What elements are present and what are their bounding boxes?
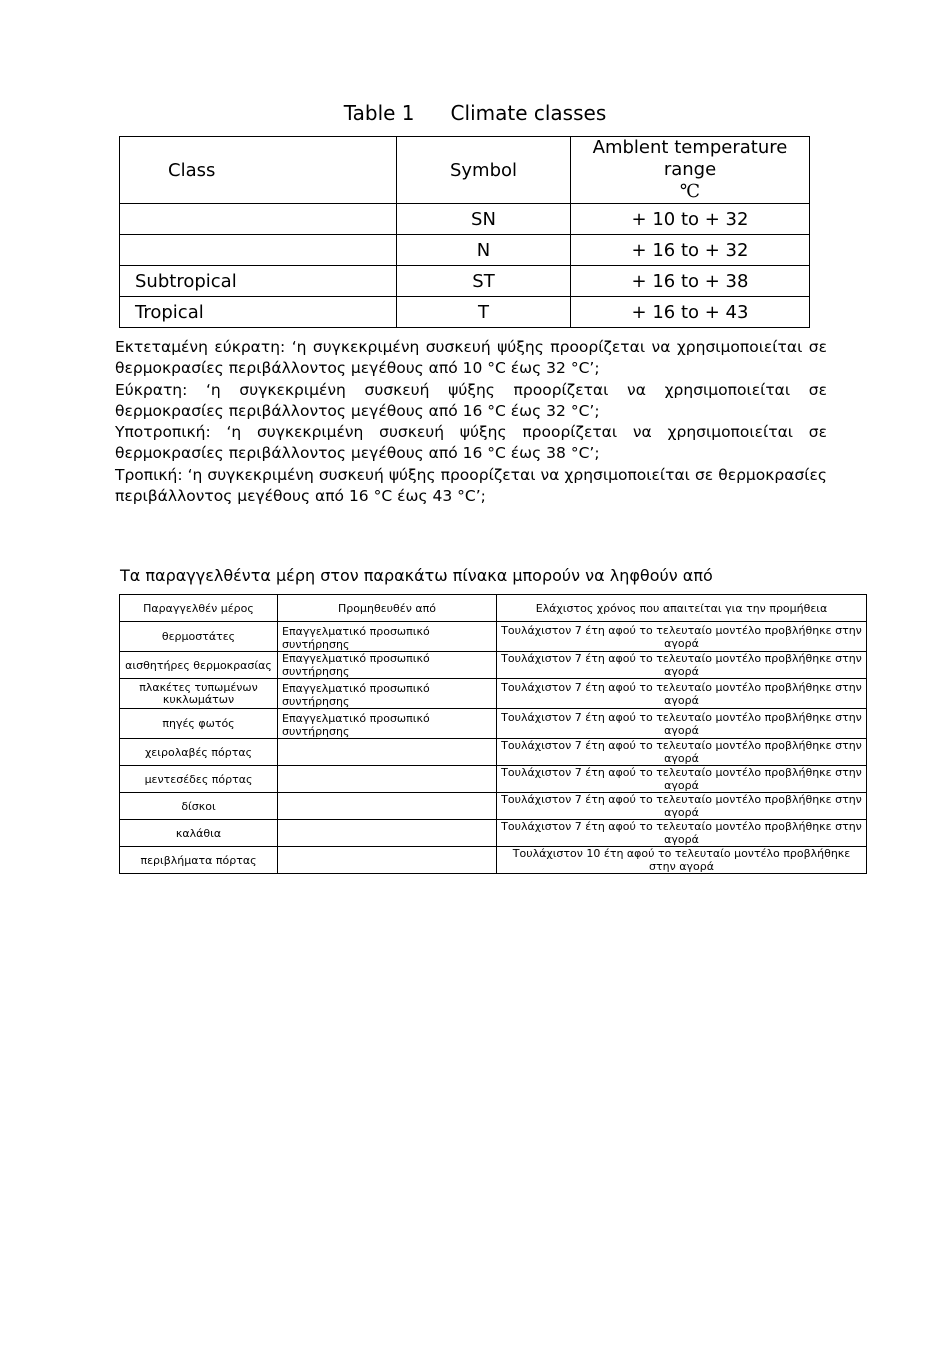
- header-time: Ελάχιστος χρόνος που απαιτείται για την προμήθεια: [497, 595, 867, 622]
- cell-range: + 10 to + 32: [571, 204, 810, 235]
- cell-supplier: [278, 793, 497, 820]
- cell-supplier: [278, 847, 497, 874]
- cell-symbol: SN: [397, 204, 571, 235]
- paragraph: Εκτεταμένη εύκρατη: ‘η συγκεκριμένη συσκευή ψύξης προορίζεται να χρησιμοποιείται σε θερμοκρασίες περιβάλλοντος μεγέθους από 10 °C έως 32 °C’;: [115, 338, 827, 378]
- cell-range: + 16 to + 38: [571, 266, 810, 297]
- cell-supplier: Επαγγελματικό προσωπικό συντήρησης: [278, 679, 497, 709]
- table-row: [120, 793, 867, 820]
- cell-supplier: [278, 739, 497, 766]
- cell-time: Τουλάχιστον 10 έτη αφού το τελευταίο μοντέλο προβλήθηκε στην αγορά: [497, 847, 867, 874]
- table-header-row: [120, 137, 810, 204]
- cell-time: Τουλάχιστον 7 έτη αφού το τελευταίο μοντέλο προβλήθηκε στην αγορά: [497, 622, 867, 652]
- table-row: [120, 709, 867, 739]
- table-row: [120, 820, 867, 847]
- cell-part: αισθητήρες θερμοκρασίας: [120, 652, 278, 679]
- parts-table-title: Τα παραγγελθέντα μέρη στον παρακάτω πίνακα μπορούν να ληφθούν από: [120, 566, 713, 585]
- table-row: [120, 847, 867, 874]
- cell-supplier: [278, 766, 497, 793]
- header-range-unit: ℃: [679, 181, 701, 202]
- cell-symbol: T: [397, 297, 571, 328]
- paragraph: Τροπική: ‘η συγκεκριμένη συσκευή ψύξης προορίζεται να χρησιμοποιείται σε θερμοκρασίες περιβάλλοντος μεγέθους από 16 °C έως 43 °C’;: [115, 465, 827, 506]
- table1-caption-number: Table 1: [343, 101, 415, 125]
- cell-part: μεντεσέδες πόρτας: [120, 766, 278, 793]
- cell-supplier: Επαγγελματικό προσωπικό συντήρησης: [278, 652, 497, 679]
- paragraph: Υποτροπική: ‘η συγκεκριμένη συσκευή ψύξης προορίζεται να χρησιμοποιείται σε θερμοκρασίες περιβάλλοντος μεγέθους από 16 °C έως 38 °C’;: [115, 423, 827, 463]
- table-row: [120, 652, 867, 679]
- cell-part: θερμοστάτες: [120, 622, 278, 652]
- table1-caption-title: Climate classes: [450, 101, 607, 125]
- cell-range: + 16 to + 32: [571, 235, 810, 266]
- cell-class: Subtropical: [120, 266, 397, 297]
- table1-caption: [0, 101, 950, 125]
- header-range-label: Amblent temperature range: [592, 137, 788, 180]
- cell-time: Τουλάχιστον 7 έτη αφού το τελευταίο μοντέλο προβλήθηκε στην αγορά: [497, 766, 867, 793]
- table-row: [120, 622, 867, 652]
- climate-classes-table: [119, 136, 810, 328]
- spare-parts-table: [119, 594, 867, 874]
- cell-part: περιβλήματα πόρτας: [120, 847, 278, 874]
- cell-symbol: ST: [397, 266, 571, 297]
- header-range: [571, 137, 810, 204]
- cell-time: Τουλάχιστον 7 έτη αφού το τελευταίο μοντέλο προβλήθηκε στην αγορά: [497, 793, 867, 820]
- cell-part: πλακέτες τυπωμένων κυκλωμάτων: [120, 679, 278, 709]
- paragraph: Εύκρατη: ‘η συγκεκριμένη συσκευή ψύξης προορίζεται να χρησιμοποιείται σε θερμοκρασίες περιβάλλοντος μεγέθους από 16 °C έως 32 °C’;: [115, 380, 827, 420]
- cell-time: Τουλάχιστον 7 έτη αφού το τελευταίο μοντέλο προβλήθηκε στην αγορά: [497, 679, 867, 709]
- table-row: [120, 739, 867, 766]
- header-part: Παραγγελθέν μέρος: [120, 595, 278, 622]
- cell-supplier: Επαγγελματικό προσωπικό συντήρησης: [278, 709, 497, 739]
- cell-time: Τουλάχιστον 7 έτη αφού το τελευταίο μοντέλο προβλήθηκε στην αγορά: [497, 652, 867, 679]
- cell-part: καλάθια: [120, 820, 278, 847]
- cell-class: [120, 204, 397, 235]
- table-row: [120, 766, 867, 793]
- cell-part: πηγές φωτός: [120, 709, 278, 739]
- table-row: [120, 266, 810, 297]
- table-row: [120, 297, 810, 328]
- header-symbol: Symbol: [397, 137, 571, 204]
- cell-range: + 16 to + 43: [571, 297, 810, 328]
- header-class: Class: [120, 137, 397, 204]
- cell-symbol: N: [397, 235, 571, 266]
- cell-part: χειρολαβές πόρτας: [120, 739, 278, 766]
- cell-time: Τουλάχιστον 7 έτη αφού το τελευταίο μοντέλο προβλήθηκε στην αγορά: [497, 739, 867, 766]
- cell-part: δίσκοι: [120, 793, 278, 820]
- cell-class: Tropical: [120, 297, 397, 328]
- table-row: [120, 679, 867, 709]
- cell-supplier: [278, 820, 497, 847]
- climate-class-descriptions: [115, 337, 827, 507]
- table-row: [120, 235, 810, 266]
- cell-time: Τουλάχιστον 7 έτη αφού το τελευταίο μοντέλο προβλήθηκε στην αγορά: [497, 709, 867, 739]
- cell-supplier: Επαγγελματικό προσωπικό συντήρησης: [278, 622, 497, 652]
- cell-time: Τουλάχιστον 7 έτη αφού το τελευταίο μοντέλο προβλήθηκε στην αγορά: [497, 820, 867, 847]
- header-supplier: Προμηθευθέν από: [278, 595, 497, 622]
- table-header-row: [120, 595, 867, 622]
- table-row: [120, 204, 810, 235]
- cell-class: [120, 235, 397, 266]
